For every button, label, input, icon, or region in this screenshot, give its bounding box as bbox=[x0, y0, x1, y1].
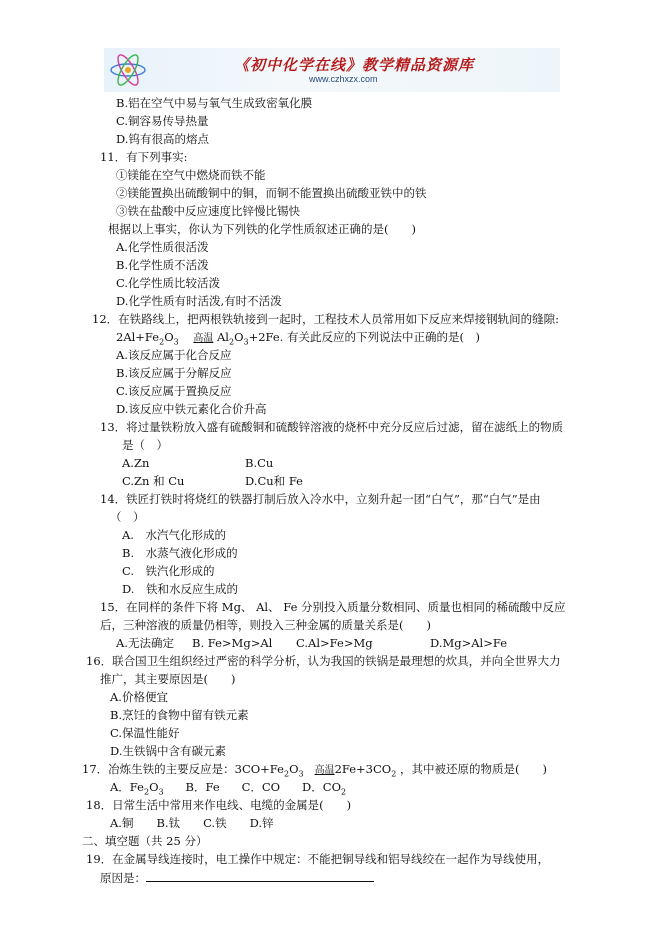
text-line: 推广，其主要原因是( ) bbox=[100, 672, 236, 686]
text-line: 15．在同样的条件下将 Mg、 Al、 Fe 分别投入质量分数相同、质量也相同的稀硫酸中反应 bbox=[100, 600, 566, 614]
answer-blank[interactable] bbox=[146, 869, 374, 882]
text-line: A.该反应属于化合反应 bbox=[116, 348, 232, 362]
text-line: C. 铁汽化形成的 bbox=[122, 564, 215, 578]
atom-logo-icon bbox=[108, 52, 148, 88]
text-line: B.Cu bbox=[245, 456, 274, 470]
text-line: B.化学性质不活泼 bbox=[116, 258, 209, 272]
text-line: D.钨有很高的熔点 bbox=[116, 132, 209, 146]
q17-options: A．$Fe_2O_3$ B．Fe C．CO D．$CO_2$ bbox=[110, 780, 347, 797]
text-line: 二、填空题（共 25 分） bbox=[82, 834, 208, 848]
text-line: B.铝在空气中易与氧气生成致密氧化膜 bbox=[116, 96, 313, 110]
header-banner bbox=[104, 48, 560, 92]
banner-title: 《初中化学在线》教学精品资源库 bbox=[234, 56, 475, 74]
text-line: B. 水蒸气液化形成的 bbox=[122, 546, 238, 560]
text-line: C.Zn 和 Cu bbox=[122, 474, 185, 488]
text-line: C.保温性能好 bbox=[110, 726, 180, 740]
text-line: 14．铁匠打铁时将烧红的铁器打制后放入冷水中，立刻升起一团“白气”，那“白气”是由 bbox=[100, 492, 541, 506]
text-line: ①镁能在空气中燃烧而铁不能 bbox=[116, 168, 266, 182]
q12-equation: $2Al+Fe_2O_3$ 高温 $Al_2O_3+2Fe$. 有关此反应的下列说法中正确的是( ) bbox=[116, 330, 480, 347]
text-line: A.价格便宜 bbox=[110, 690, 168, 704]
text-line: 是（ ） bbox=[122, 438, 168, 452]
text-line: （ ） bbox=[110, 510, 145, 524]
reaction-condition: 高温 bbox=[193, 333, 214, 344]
banner-url: www.czhxzx.com bbox=[309, 74, 378, 84]
text-line: B.该反应属于分解反应 bbox=[116, 366, 232, 380]
reaction-condition: 高温 bbox=[314, 765, 335, 776]
text-line: C.化学性质比较活泼 bbox=[116, 276, 221, 290]
text-line: 12．在铁路线上，把两根铁轨接到一起时，工程技术人员常用如下反应来焊接钢轨间的缝隙: bbox=[92, 312, 560, 326]
text-line: B.烹饪的食物中留有铁元素 bbox=[110, 708, 249, 722]
text-line: C.该反应属于置换反应 bbox=[116, 384, 232, 398]
text-line: A.化学性质很活泼 bbox=[116, 240, 209, 254]
text-line: C.Al>Fe>Mg bbox=[296, 636, 373, 650]
q19-answer-line: 原因是： bbox=[100, 869, 374, 886]
text-line: 11．有下列事实: bbox=[100, 150, 188, 164]
text-line: 18．日常生活中常用来作电线、电缆的金属是( ) bbox=[86, 798, 352, 812]
q17-stem: 17．冶炼生铁的主要反应是：$3CO+Fe_2O_3$ 高温$2Fe+3CO_2$ ，其中被还原的物质是( ) bbox=[82, 762, 547, 779]
text-line: D.该反应中铁元素化合价升高 bbox=[116, 402, 267, 416]
text-line: ②镁能置换出硫酸铜中的铜，而铜不能置换出硫酸亚铁中的铁 bbox=[116, 186, 427, 200]
text-line: D.生铁锅中含有碳元素 bbox=[110, 744, 226, 758]
text-line: D.Cu和 Fe bbox=[245, 474, 303, 488]
text-line: D. 铁和水反应生成的 bbox=[122, 582, 238, 596]
text-line: 根据以上事实，你认为下列铁的化学性质叙述正确的是( ) bbox=[108, 222, 416, 236]
text-line: ③铁在盐酸中反应速度比锌慢比锡快 bbox=[116, 204, 300, 218]
text-line: A. 水汽气化形成的 bbox=[122, 528, 226, 542]
text-line: D.化学性质有时活泼,有时不活泼 bbox=[116, 294, 282, 308]
text-line: A.Zn bbox=[122, 456, 150, 470]
text-line: 19．在金属导线连接时，电工操作中规定：不能把铜导线和铝导线绞在一起作为导线使用， bbox=[86, 852, 550, 866]
text-line: B. Fe>Mg>Al bbox=[192, 636, 273, 650]
text-line: C.铜容易传导热量 bbox=[116, 114, 209, 128]
text-line: A.无法确定 bbox=[116, 636, 174, 650]
text-line: D.Mg>Al>Fe bbox=[430, 636, 508, 650]
text-line: A.铜 B.钛 C.铁 D.锌 bbox=[110, 816, 274, 830]
text-line: 13．将过量铁粉放入盛有硫酸铜和硫酸锌溶液的烧杯中充分反应后过滤，留在滤纸上的物质 bbox=[100, 420, 564, 434]
text-line: 后，三种溶液的质量仍相等，则投入三种金属的质量关系是( ) bbox=[100, 618, 431, 632]
text-line: 16．联合国卫生组织经过严密的科学分析，认为我国的铁锅是最理想的炊具，并向全世界大力 bbox=[86, 654, 561, 668]
